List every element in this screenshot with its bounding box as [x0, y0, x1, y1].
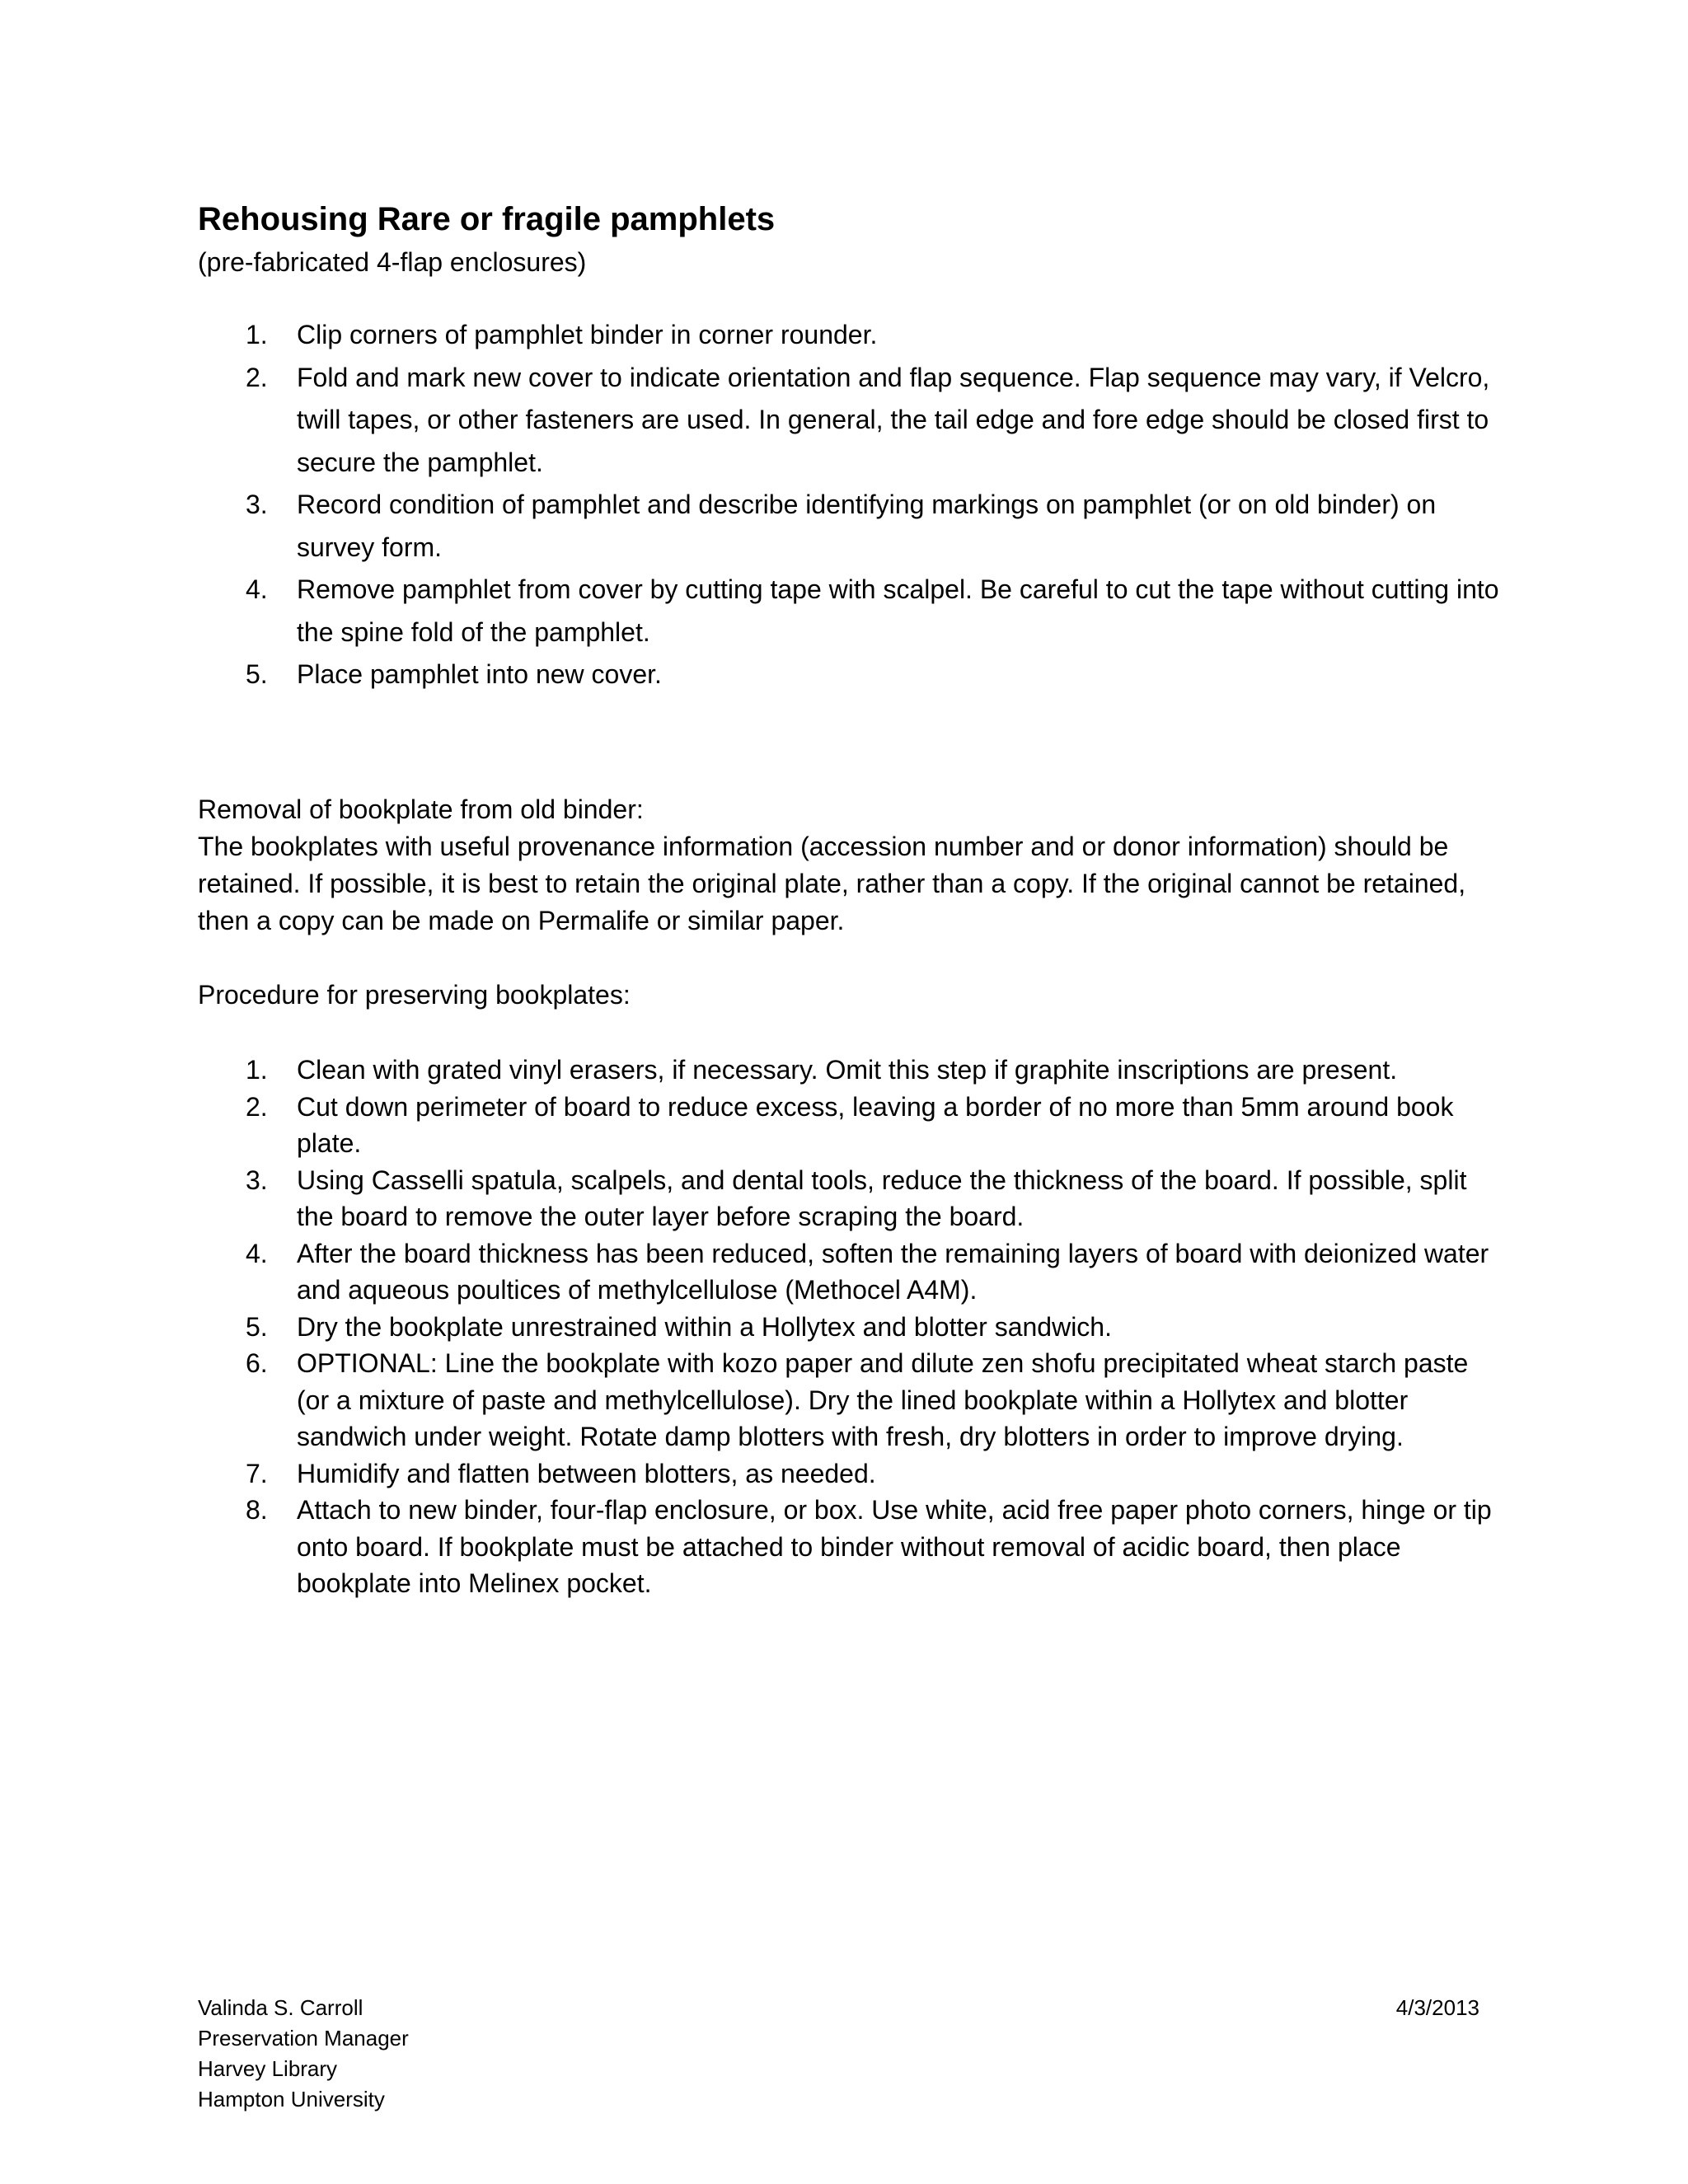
- list-item: [198, 1455, 1500, 1493]
- list-item: [198, 314, 1500, 357]
- step-number: 4.: [246, 1238, 268, 1268]
- removal-body: The bookplates with useful provenance information (accession number and or donor information) should be retained. If possible, it is best to retain the original plate, rather than a copy. If the original cannot be retained, then a copy can be made on Permalife or similar paper.: [198, 832, 1466, 935]
- step-number: 5.: [246, 659, 268, 689]
- list-item: [198, 1492, 1500, 1602]
- step-number: 5.: [246, 1311, 268, 1342]
- step-number: 3.: [246, 490, 268, 519]
- step-text: Record condition of pamphlet and describe identifying markings on pamphlet (or on old binder) on survey form.: [297, 490, 1437, 562]
- procedure-steps-list: [198, 1052, 1500, 1602]
- step-number: 2.: [246, 1091, 268, 1122]
- list-item: [198, 1309, 1500, 1346]
- step-text: Dry the bookplate unrestrained within a Hollytex and blotter sandwich.: [297, 1311, 1112, 1342]
- list-item: [198, 569, 1500, 654]
- removal-heading: Removal of bookplate from old binder:: [198, 794, 644, 824]
- step-text: Clip corners of pamphlet binder in corner rounder.: [297, 320, 878, 349]
- list-item: [198, 1345, 1500, 1455]
- step-text: OPTIONAL: Line the bookplate with kozo paper and dilute zen shofu precipitated wheat starch paste (or a mixture of paste and methylcellulose). Dry the lined bookplate within a Hollytex and blotter sandwich under weight. Rotate damp blotters with fresh, dry blotters in order to improve drying.: [297, 1348, 1469, 1451]
- step-text: Place pamphlet into new cover.: [297, 659, 662, 689]
- author-block: [198, 1993, 409, 2115]
- author-role: Preservation Manager: [198, 2026, 409, 2050]
- author-library: Harvey Library: [198, 2056, 338, 2081]
- step-number: 8.: [246, 1495, 268, 1525]
- step-text: Using Casselli spatula, scalpels, and dental tools, reduce the thickness of the board. If possible, split the board to remove the outer layer before scraping the board.: [297, 1165, 1467, 1231]
- step-text: Remove pamphlet from cover by cutting tape with scalpel. Be careful to cut the tape without cutting into the spine fold of the pamphlet.: [297, 574, 1499, 647]
- document-subtitle: (pre-fabricated 4-flap enclosures): [198, 247, 587, 277]
- step-text: Cut down perimeter of board to reduce excess, leaving a border of no more than 5mm around book plate.: [297, 1091, 1454, 1158]
- author-institution: Hampton University: [198, 2087, 385, 2111]
- procedure-heading: Procedure for preserving bookplates:: [198, 980, 631, 1010]
- step-number: 7.: [246, 1458, 268, 1488]
- step-text: After the board thickness has been reduced, soften the remaining layers of board with deionized water and aqueous poultices of methylcellulose (Methocel A4M).: [297, 1238, 1489, 1305]
- list-item: [198, 1162, 1500, 1235]
- step-text: Humidify and flatten between blotters, as needed.: [297, 1458, 876, 1488]
- step-number: 4.: [246, 574, 268, 604]
- step-number: 1.: [246, 1055, 268, 1085]
- rehousing-steps-list: [198, 314, 1500, 696]
- step-text: Fold and mark new cover to indicate orientation and flap sequence. Flap sequence may vary, if Velcro, twill tapes, or other fasteners are used. In general, the tail edge and fore edge should be closed first to secure the pamphlet.: [297, 362, 1490, 477]
- step-number: 2.: [246, 362, 268, 392]
- step-number: 1.: [246, 320, 268, 349]
- step-number: 6.: [246, 1348, 268, 1378]
- list-item: [198, 484, 1500, 569]
- author-name: Valinda S. Carroll: [198, 1995, 363, 2020]
- document-title: Rehousing Rare or fragile pamphlets: [198, 201, 776, 237]
- list-item: [198, 654, 1500, 696]
- list-item: [198, 1052, 1500, 1089]
- list-item: [198, 1089, 1500, 1162]
- list-item: [198, 1235, 1500, 1309]
- step-text: Clean with grated vinyl erasers, if necessary. Omit this step if graphite inscriptions are present.: [297, 1055, 1398, 1085]
- list-item: [198, 357, 1500, 485]
- document-date: 4/3/2013: [1395, 1995, 1479, 2020]
- step-number: 3.: [246, 1165, 268, 1195]
- step-text: Attach to new binder, four-flap enclosure, or box. Use white, acid free paper photo corners, hinge or tip onto board. If bookplate must be attached to binder without removal of acidic board, then place bookplate into Melinex pocket.: [297, 1495, 1492, 1598]
